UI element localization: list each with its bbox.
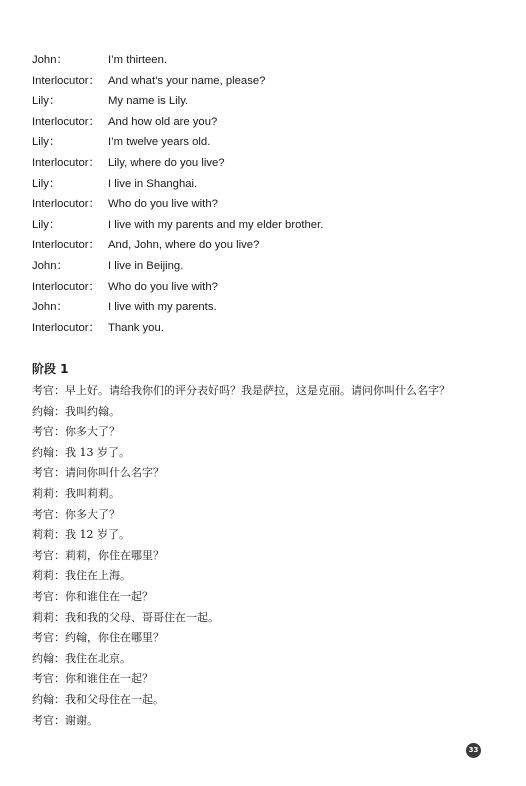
speaker-label: Lily：: [32, 218, 61, 231]
dialogue-line: 考官：请问你叫什么名字？: [32, 466, 164, 480]
speaker-label: John：: [32, 301, 68, 314]
dialogue-line: 莉莉：我住在上海。: [32, 569, 131, 583]
dialogue-line: 莉莉：我和我的父母、哥哥住在一起。: [32, 610, 219, 624]
dialogue-line: 考官：谢谢。: [32, 713, 98, 727]
dialogue-line: [32, 50, 502, 71]
dialogue-line: 考官：莉莉，你住在哪里？: [32, 548, 164, 562]
dialogue-line: 约翰：我和父母住在一起。: [32, 692, 164, 706]
speaker-label: Interlocutor：: [32, 74, 100, 87]
utterance: Thank you.: [108, 321, 164, 334]
dialogue-line: [32, 112, 502, 133]
speaker-label: John：: [32, 259, 68, 272]
chinese-dialogue: [32, 381, 502, 731]
speaker-label: John：: [32, 54, 68, 66]
dialogue-line: [32, 153, 502, 174]
dialogue-line: 约翰：我 13 岁了。: [32, 445, 130, 459]
utterance: I live with my parents and my elder brother.: [108, 218, 324, 231]
utterance: Who do you live with?: [108, 280, 218, 293]
dialogue-line: [32, 174, 502, 195]
dialogue-line: [32, 277, 502, 298]
dialogue-line: [32, 132, 502, 153]
page-number: 33: [466, 743, 481, 758]
dialogue-line: [32, 256, 502, 277]
utterance: I live in Beijing.: [108, 259, 184, 272]
utterance: Who do you live with?: [108, 198, 218, 211]
speaker-label: Interlocutor：: [32, 115, 100, 128]
dialogue-line: [32, 71, 502, 92]
dialogue-line: [32, 235, 502, 256]
dialogue-line: 考官：你和谁住在一起？: [32, 672, 153, 686]
utterance: I live with my parents.: [108, 301, 217, 314]
dialogue-line: 考官：早上好。请给我你们的评分表好吗？我是萨拉，这是克丽。请问你叫什么名字？: [32, 384, 450, 397]
speaker-label: Interlocutor：: [32, 239, 100, 252]
speaker-label: Lily：: [32, 136, 61, 149]
dialogue-line: 约翰：我住在北京。: [32, 651, 131, 665]
dialogue-line: [32, 297, 502, 318]
dialogue-line: [32, 215, 502, 236]
dialogue-line: 考官：你多大了？: [32, 425, 120, 439]
utterance: And what’s your name, please?: [108, 74, 266, 87]
dialogue-line: [32, 91, 502, 112]
utterance: I’m thirteen.: [108, 54, 168, 66]
speaker-label: Lily：: [32, 95, 61, 108]
english-dialogue: [32, 50, 502, 338]
utterance: I’m twelve years old.: [108, 136, 211, 149]
utterance: My name is Lily.: [108, 95, 189, 108]
dialogue-line: 约翰：我叫约翰。: [32, 404, 120, 418]
speaker-label: Interlocutor：: [32, 280, 100, 293]
dialogue-line: 考官：你和谁住在一起？: [32, 589, 153, 603]
utterance: And, John, where do you live?: [108, 239, 260, 252]
speaker-label: Interlocutor：: [32, 198, 100, 211]
speaker-label: Lily：: [32, 177, 61, 190]
dialogue-line: [32, 194, 502, 215]
speaker-label: Interlocutor：: [32, 156, 100, 169]
dialogue-line: 考官：你多大了？: [32, 507, 120, 521]
utterance: I live in Shanghai.: [108, 177, 198, 190]
dialogue-line: 莉莉：我叫莉莉。: [32, 486, 120, 500]
dialogue-line: [32, 318, 502, 339]
utterance: Lily, where do you live?: [108, 156, 225, 169]
utterance: And how old are you?: [108, 115, 218, 128]
section-title: 阶段 1: [32, 362, 69, 376]
speaker-label: Interlocutor：: [32, 321, 100, 334]
dialogue-line: 莉莉：我 12 岁了。: [32, 528, 130, 542]
dialogue-line: 考官：约翰，你住在哪里？: [32, 631, 164, 645]
